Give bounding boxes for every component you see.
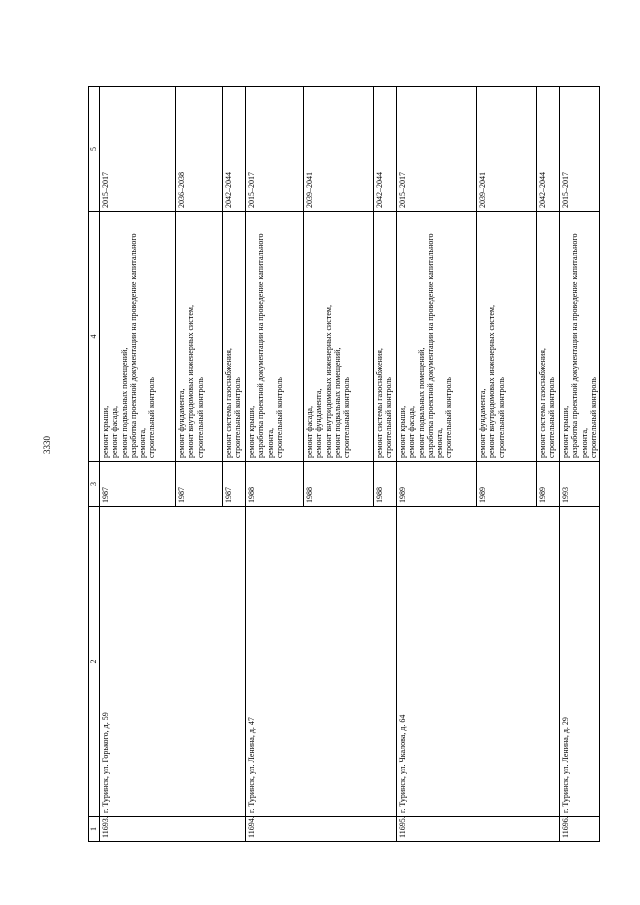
repair-schedule-table (88, 86, 600, 842)
work-list-cell: ремонт крыши, разработка проектной документации на проведение капитального ремонта, строительный контроль (246, 212, 304, 462)
table-body (100, 87, 600, 842)
work-list-cell: ремонт крыши, разработка проектной документации на проведение капитального ремонта, строительный контроль (560, 212, 600, 462)
period-cell: 2042–2044 (374, 87, 397, 212)
row-number: 11696. (560, 817, 600, 842)
work-list-cell: ремонт фундамента, ремонт внутридомовых инженерных систем, строительный контроль (176, 212, 223, 462)
header-col-3: 3 (89, 462, 100, 507)
year-cell: 1988 (374, 462, 397, 507)
header-col-4: 4 (89, 212, 100, 462)
table-row (560, 87, 600, 842)
work-list-cell: ремонт системы газоснабжения, строительный контроль (223, 212, 246, 462)
row-number: 11694. (246, 817, 397, 842)
page-number: 3330 (42, 436, 52, 454)
table-row (397, 87, 477, 842)
address-cell: г. Туринск, ул. Ленина, д. 47 (246, 507, 397, 817)
work-list-cell: ремонт фасада, ремонт фундамента, ремонт внутридомовых инженерных систем, ремонт подвальных помещений, строительный контроль (304, 212, 374, 462)
header-col-5: 5 (89, 87, 100, 212)
work-list-cell: ремонт системы газоснабжения, строительный контроль (374, 212, 397, 462)
work-list-cell: ремонт системы газоснабжения, строительный контроль (537, 212, 560, 462)
table-row (246, 87, 304, 842)
year-cell: 1988 (304, 462, 374, 507)
row-number: 11695. (397, 817, 560, 842)
year-cell: 1989 (537, 462, 560, 507)
rotated-table-container (88, 87, 598, 842)
year-cell: 1987 (223, 462, 246, 507)
period-cell: 2015–2017 (100, 87, 176, 212)
header-col-1: 1 (89, 817, 100, 842)
period-cell: 2042–2044 (223, 87, 246, 212)
row-number: 11693. (100, 817, 246, 842)
address-cell: г. Туринск, ул. Ленина, д. 29 (560, 507, 600, 817)
header-col-2: 2 (89, 507, 100, 817)
period-cell: 2036–2038 (176, 87, 223, 212)
year-cell: 1987 (100, 462, 176, 507)
year-cell: 1989 (477, 462, 537, 507)
year-cell: 1988 (246, 462, 304, 507)
year-cell: 1993 (560, 462, 600, 507)
period-cell: 2039–2041 (304, 87, 374, 212)
header-row (89, 87, 100, 842)
period-cell: 2015–2017 (560, 87, 600, 212)
period-cell: 2042–2044 (537, 87, 560, 212)
work-list-cell: ремонт крыши, ремонт фасада, ремонт подвальных помещений, разработка проектной документации на проведение капитального ремонта, строительный контроль (100, 212, 176, 462)
work-list-cell: ремонт фундамента, ремонт внутридомовых инженерных систем, строительный контроль (477, 212, 537, 462)
address-cell: г. Туринск, ул. Горького, д. 59 (100, 507, 246, 817)
period-cell: 2015–2017 (246, 87, 304, 212)
work-list-cell: ремонт крыши, ремонт фасада, ремонт подвальных помещений, разработка проектной документации на проведение капитального ремонта, строительный контроль (397, 212, 477, 462)
year-cell: 1987 (176, 462, 223, 507)
year-cell: 1989 (397, 462, 477, 507)
period-cell: 2039–2041 (477, 87, 537, 212)
address-cell: г. Туринск, ул. Чкалова, д. 64 (397, 507, 560, 817)
table-row (100, 87, 176, 842)
period-cell: 2015–2017 (397, 87, 477, 212)
